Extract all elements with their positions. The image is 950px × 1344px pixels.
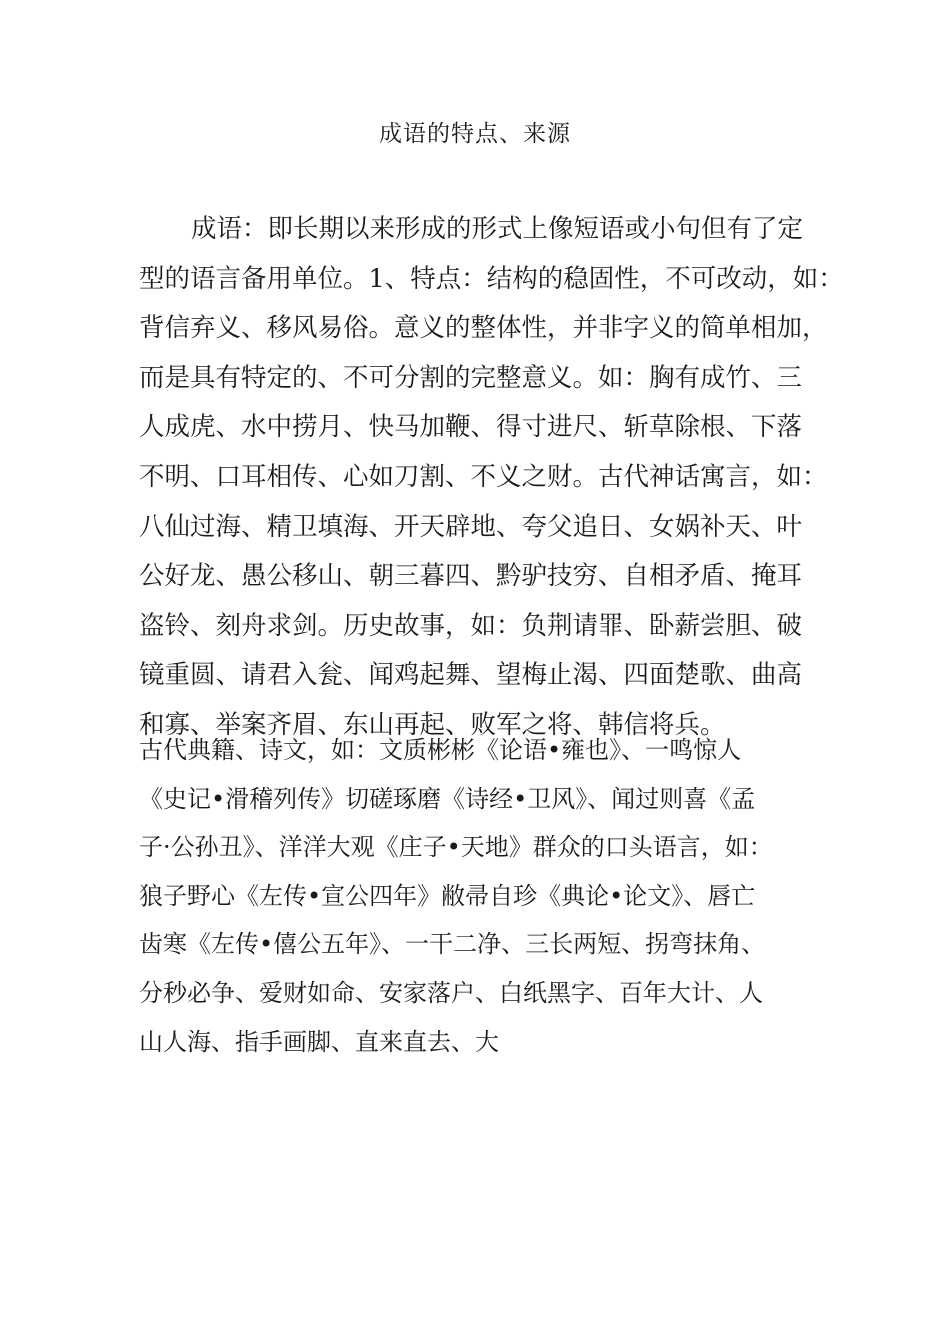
text-line: 盗铃、刻舟求剑。历史故事，如：负荆请罪、卧薪尝胆、破 bbox=[139, 610, 803, 641]
text-line: 子·公孙丑》、洋洋大观《庄子•天地》群众的口头语言，如： bbox=[139, 833, 773, 862]
text-line: 山人海、指手画脚、直来直去、大 bbox=[139, 1027, 499, 1056]
text-line: 不明、口耳相传、心如刀割、不义之财。古代神话寓言，如： bbox=[139, 461, 828, 492]
text-line: 八仙过海、精卫填海、开天辟地、夸父追日、女娲补天、叶 bbox=[139, 511, 803, 542]
text-line: 公好龙、愚公移山、朝三暮四、黔驴技穷、自相矛盾、掩耳 bbox=[139, 561, 803, 592]
paragraph-sources bbox=[139, 726, 839, 1066]
text-line: 型的语言备用单位。1、特点：结构的稳固性，不可改动，如： bbox=[139, 263, 844, 294]
text-line: 分秒必争、爱财如命、安家落户、白纸黑字、百年大计、人 bbox=[139, 978, 763, 1007]
paragraph-definition-and-features bbox=[139, 205, 844, 751]
text-line: 《史记•滑稽列传》切磋琢磨《诗经•卫风》、闻过则喜《孟 bbox=[139, 784, 756, 813]
text-line: 镜重圆、请君入瓮、闻鸡起舞、望梅止渴、四面楚歌、曲高 bbox=[139, 660, 803, 691]
text-line: 人成虎、水中捞月、快马加鞭、得寸进尺、斩草除根、下落 bbox=[139, 412, 803, 443]
text-line: 古代典籍、诗文，如：文质彬彬《论语•雍也》、一鸣惊人 bbox=[139, 736, 742, 764]
text-line: 背信弃义、移风易俗。意义的整体性，并非字义的简单相加， bbox=[139, 313, 828, 344]
text-line: 而是具有特定的、不可分割的完整意义。如：胸有成竹、三 bbox=[139, 362, 803, 393]
text-line: 齿寒《左传•僖公五年》、一干二净、三长两短、拐弯抹角、 bbox=[139, 930, 766, 959]
text-line: 成语：即长期以来形成的形式上像短语或小句但有了定 bbox=[191, 214, 804, 244]
text-line: 狼子野心《左传•宣公四年》敝帚自珍《典论•论文》、唇亡 bbox=[139, 881, 756, 910]
document-title: 成语的特点、来源 bbox=[379, 121, 571, 147]
text-line: 和寡、举案齐眉、东山再起、败军之将、韩信将兵。 bbox=[139, 709, 726, 740]
